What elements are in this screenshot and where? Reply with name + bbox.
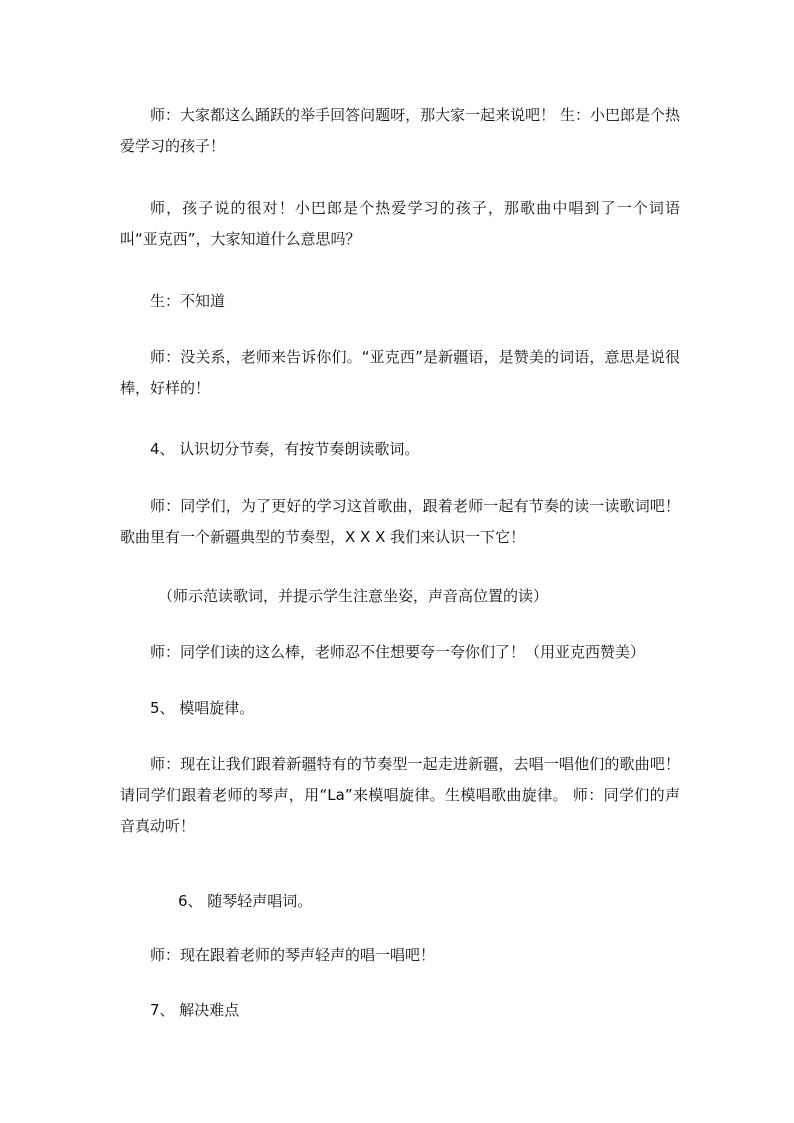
paragraph-1: 师：大家都这么踊跃的举手回答问题呀，那大家一起来说吧！ 生：小巴郎是个热爱学习的孩子！ [120,106,680,155]
paragraph-13-heading: 7、 解决难点 [150,1001,240,1019]
paragraph-6: 师：同学们，为了更好的学习这首歌曲，跟着老师一起有节奏的读一读歌词吧！歌曲里有一个新疆典型的节奏型，X X X 我们来认识一下它！ [120,497,680,546]
paragraph-2: 师，孩子说的很对！小巴郎是个热爱学习的孩子，那歌曲中唱到了一个词语叫“亚克西”，大家知道什么意思吗？ [120,199,680,248]
paragraph-5-heading: 4、 认识切分节奏，有按节奏朗读歌词。 [150,440,420,458]
paragraph-8: 师：同学们读的这么棒，老师忍不住想要夸一夸你们了！（用亚克西赞美） [150,643,646,661]
paragraph-10: 师：现在让我们跟着新疆特有的节奏型一起走进新疆，去唱一唱他们的歌曲吧！请同学们跟着老师的琴声，用“La”来模唱旋律。生模唱歌曲旋律。 师：同学们的声音真动听！ [120,755,680,835]
paragraph-12: 师：现在跟着老师的琴声轻声的唱一唱吧！ [150,946,436,964]
paragraph-9-heading: 5、 模唱旋律。 [150,699,255,717]
paragraph-7: （师示范读歌词，并提示学生注意坐姿，声音高位置的读） [158,587,549,605]
paragraph-4: 师：没关系，老师来告诉你们。“亚克西”是新疆语，是赞美的词语，意思是说很棒，好样的！ [120,348,680,397]
paragraph-11-heading: 6、 随琴轻声唱词。 [178,892,313,910]
paragraph-3: 生：不知道 [150,292,226,310]
